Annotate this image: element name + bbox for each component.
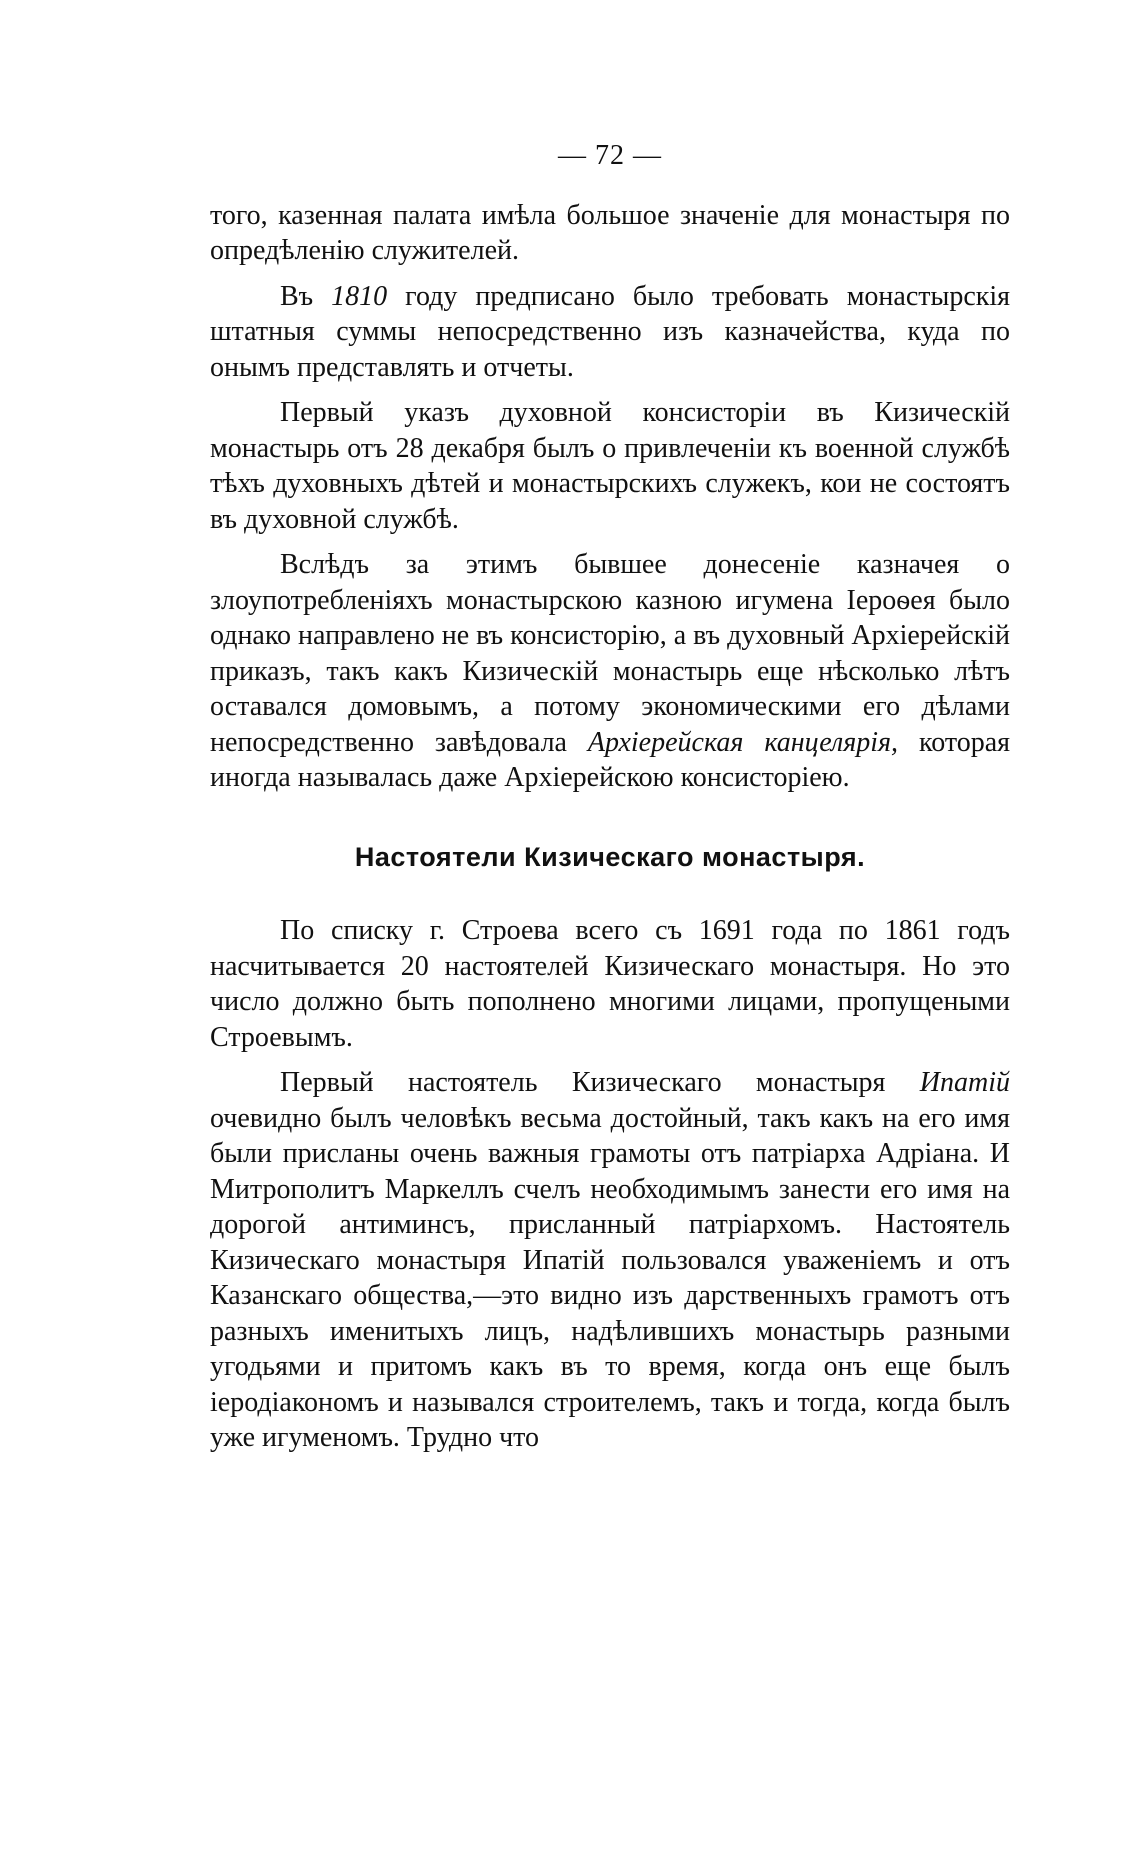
paragraph-text-pre: Въ (280, 280, 332, 312)
section-heading: Настоятели Кизическаго монастыря. (354, 841, 866, 872)
paragraph-text: Первый указъ духовной консисторiи въ Кизическiй монастырь отъ 28 декабря былъ о привлеченiи къ военной службѣ тѣхъ духовныхъ дѣтей и монастырскихъ служекъ, кои не состоятъ въ духовной службѣ. (210, 397, 1010, 535)
chancellery-italic: Архiерейская канцелярiя, (587, 726, 899, 758)
paragraph-text-pre: Вслѣдъ за этимъ бывшее донесенiе казначея о злоупотребленiяхъ монастырскою казною игумена Iероѳея было однако направлено не въ консисторiю, а въ духовный Архiерейскiй приказъ, такъ какъ Кизическiй монастырь еще нѣсколько лѣтъ оставался домовымъ, а потому экономическими его дѣлами непосредственно завѣдовала (210, 549, 1010, 758)
paragraph-stroev-list (210, 913, 1010, 1055)
paragraph-text-post: очевидно былъ человѣкъ весьма достойный, такъ какъ на его имя были присланы очень важныя грамоты отъ патрiарха Адрiана. И Митрополитъ Маркеллъ счелъ необходимымъ занести его имя на дорогой антиминсъ, присланный патрiархомъ. Настоятель Кизическаго монастыря Ипатiй пользовался уваженiемъ и отъ Казанскаго общества,—это видно изъ дарственныхъ грамотъ отъ разныхъ именитыхъ лицъ, надѣлившихъ монастырь разными угодьями и притомъ какъ въ то время, когда онъ еще былъ iеродiакономъ и назывался строителемъ, такъ и тогда, когда былъ уже игуменомъ. Трудно что (210, 1102, 1010, 1453)
document-page (210, 138, 1010, 1466)
paragraph-text-post: году предписано было требовать монастырскiя штатныя суммы непосредственно изъ казначейства, куда по онымъ представлять и отчеты. (210, 280, 1011, 383)
name-italic: Ипатiй (919, 1067, 1010, 1098)
paragraph-text: По списку г. Строева всего съ 1691 года по 1861 годъ насчитывается 20 настоятелей Кизическаго монастыря. Но это число должно быть пополнено многими лицами, пропущеными Строевымъ. (210, 915, 1010, 1053)
paragraph-first-decree (210, 395, 1010, 537)
paragraph-continuation (210, 198, 1010, 269)
paragraph-treasurer-report (210, 547, 1010, 796)
paragraph-1810 (210, 279, 1010, 386)
year-italic: 1810 (331, 280, 388, 312)
page-number: — 72 — (558, 140, 662, 171)
paragraph-text-pre: Первый настоятель Кизическаго монастыря (280, 1067, 920, 1098)
paragraph-ipatiy (210, 1065, 1010, 1456)
paragraph-text: того, казенная палата имѣла большое значенiе для монастыря по опредѣленiю служителей. (210, 199, 1010, 266)
paragraph-text-post: которая иногда называлась даже Архiерейскою консисторiею. (210, 726, 1010, 793)
